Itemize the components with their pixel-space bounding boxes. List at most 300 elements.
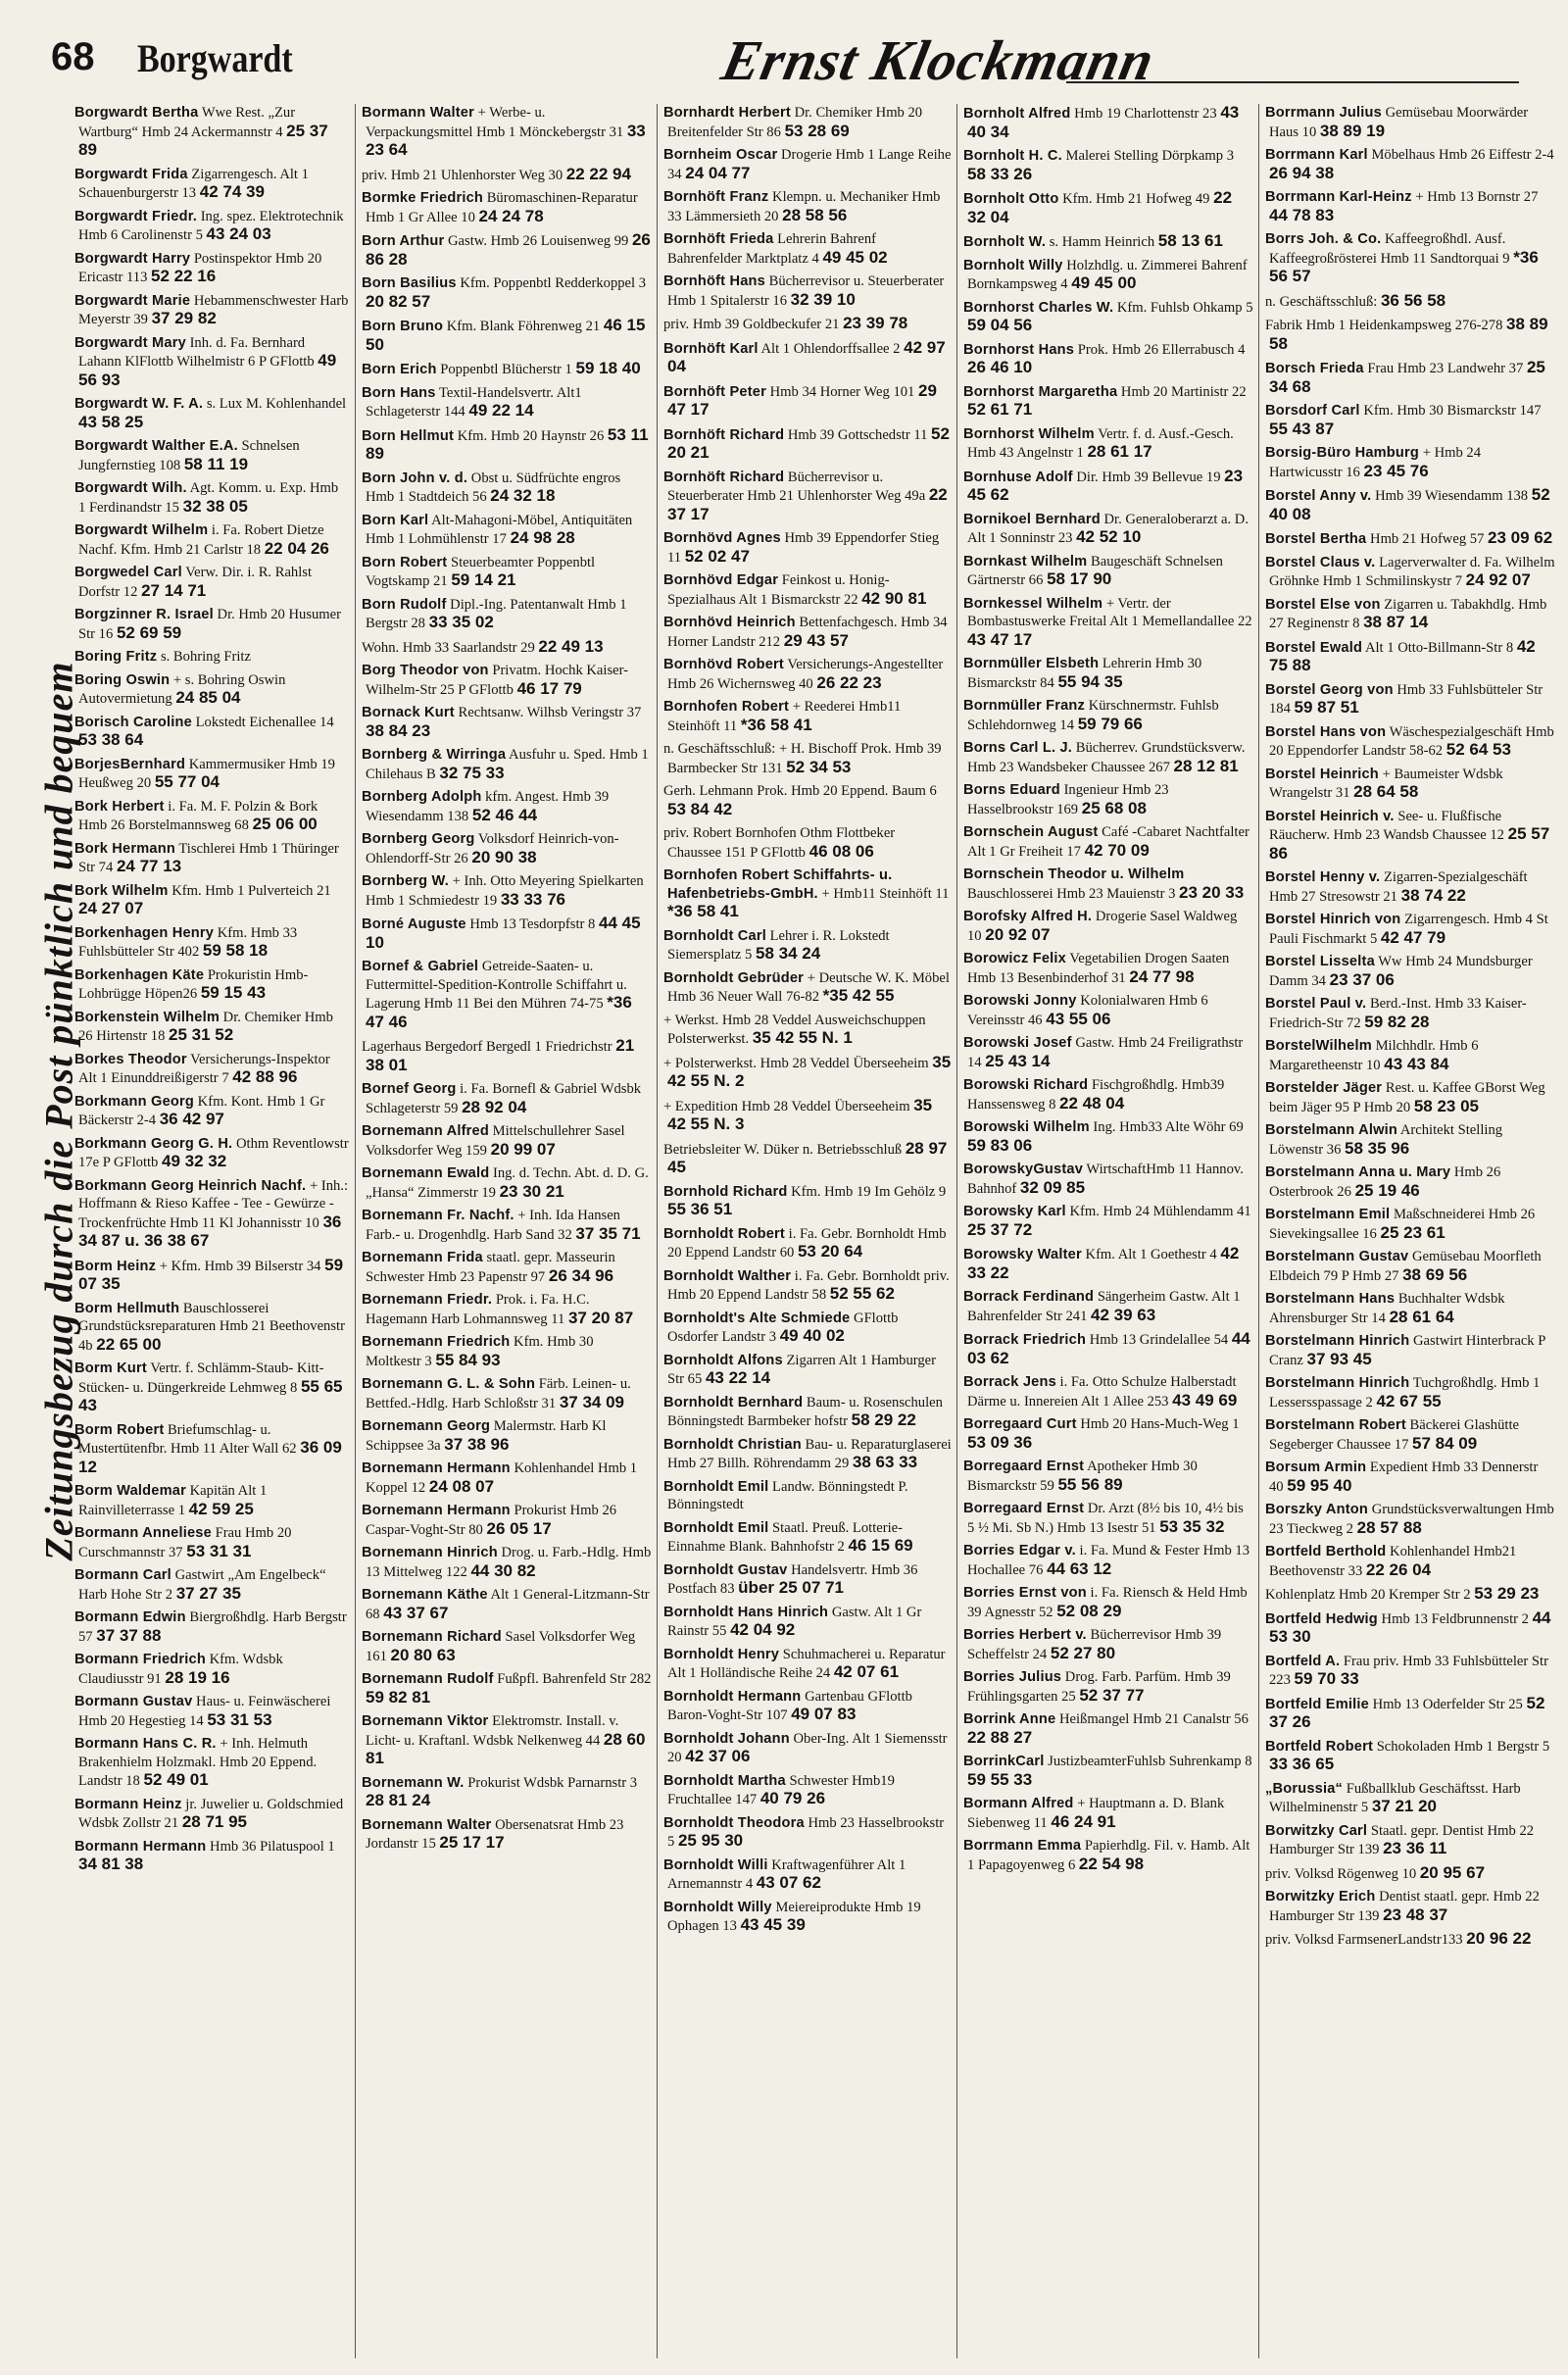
entry-name: Bornhorst Wilhelm — [963, 425, 1095, 442]
column-1 — [69, 104, 353, 2358]
entry-name: Borm Heinz — [74, 1258, 157, 1274]
entry-details: Ober-Ing. Alt 1 Siemensstr 20 — [667, 1730, 948, 1765]
entry-phone: 52 37 26 — [1269, 1693, 1545, 1731]
entry-phone: 28 60 81 — [366, 1729, 646, 1767]
entry-details: Kfm. Kont. Hmb 1 Gr Bäckerstr 2-4 — [78, 1093, 325, 1128]
entry-name: Borregaard Ernst — [963, 1459, 1085, 1474]
entry-phone: 49 45 02 — [822, 247, 888, 267]
entry-name: Born Arthur — [362, 233, 445, 249]
entry-phone: 22 88 27 — [967, 1727, 1033, 1747]
entry-phone: 58 29 22 — [851, 1410, 916, 1429]
entry-phone: 32 38 05 — [182, 496, 248, 516]
entry-details: Kfm. Hmb 1 Pulverteich 21 — [172, 882, 331, 899]
directory-entry — [1259, 359, 1559, 397]
entry-name: Bormann Carl — [74, 1567, 172, 1583]
directory-entry — [957, 1373, 1257, 1410]
entry-details: Maßschneiderei Hmb 26 Sievekingsallee 16 — [1269, 1207, 1536, 1242]
entry-name: Bornholdt Alfons — [663, 1352, 783, 1368]
directory-entry — [356, 830, 656, 867]
entry-name: Borkenhagen Käte — [74, 966, 205, 983]
entry-name: Bornberg Adolph — [362, 789, 482, 805]
entry-details: Wwe Rest. „Zur Wartburg“ Hmb 24 Ackermannstr 4 — [78, 105, 296, 140]
entry-name: Borowski Richard — [963, 1077, 1089, 1093]
entry-details: s. Bohring Fritz — [160, 649, 251, 665]
entry-details: Kraftwagenführer Alt 1 Arnemannstr 4 — [667, 1856, 906, 1892]
entry-phone: *35 42 55 — [822, 986, 895, 1005]
entry-phone: 42 74 39 — [199, 182, 265, 201]
entry-details: Versicherungs-Angestellter Hmb 26 Wichernsweg 40 — [667, 657, 944, 692]
directory-entry — [658, 1054, 956, 1092]
entry-phone: 24 24 78 — [478, 206, 544, 225]
entry-name: Borgwardt Wilhelm — [74, 522, 209, 538]
entry-phone: 20 92 07 — [985, 924, 1051, 944]
entry-details: Gastw. Hmb 26 Louisenweg 99 — [448, 233, 629, 249]
entry-name: Borkenstein Wilhelm — [74, 1009, 220, 1025]
entry-phone: 42 33 22 — [967, 1244, 1240, 1282]
entry-details: Bettenfachgesch. Hmb 34 Horner Landstr 212 — [667, 615, 948, 650]
directory-entry — [957, 1161, 1257, 1198]
entry-details: Gastwirt Hinterbrack P Cranz — [1269, 1333, 1545, 1368]
directory-entry — [69, 1651, 353, 1688]
directory-entry — [1259, 1738, 1559, 1775]
directory-entry — [69, 564, 353, 601]
entry-name: Borné Auguste — [362, 916, 466, 932]
entry-phone: 46 15 69 — [848, 1536, 913, 1555]
entry-details: Rest. u. Kaffee GBorst Weg beim Jäger 95 P Hmb 20 — [1269, 1080, 1545, 1115]
entry-name: Bornhöft Richard — [663, 426, 785, 443]
entry-phone: 25 31 52 — [169, 1025, 234, 1044]
directory-entry — [658, 1478, 956, 1514]
entry-name: Borrack Friedrich — [963, 1332, 1087, 1348]
entry-phone: 23 36 11 — [1383, 1839, 1447, 1857]
entry-details: Café -Cabaret Nachtfalter Alt 1 Gr Freiheit 17 — [967, 824, 1250, 860]
entry-phone: 43 24 03 — [206, 224, 271, 243]
directory-entry — [658, 104, 956, 141]
entry-phone: 37 21 20 — [1371, 1797, 1437, 1815]
entry-details: priv. Volksd Rögenweg 10 — [1265, 1865, 1417, 1882]
entry-phone: 52 64 53 — [1446, 740, 1511, 759]
entry-phone: 25 68 08 — [1081, 798, 1147, 817]
entry-name: Bornhövd Agnes — [663, 530, 781, 546]
entry-details: Fischgroßhdlg. Hmb39 Hanssensweg 8 — [967, 1077, 1225, 1113]
directory-entry — [356, 554, 656, 591]
directory-entry — [69, 1051, 353, 1088]
entry-details: i. Fa. Gebr. Bornholdt priv. Hmb 20 Eppend Landstr 58 — [667, 1267, 950, 1303]
directory-entry — [69, 292, 353, 329]
entry-details: Hmb 39 Gottschedstr 11 — [787, 426, 928, 443]
directory-entry — [658, 1519, 956, 1557]
entry-details: Hmb 20 Hans-Much-Weg 1 — [1080, 1416, 1240, 1432]
entry-name: Bornkessel Wilhelm — [963, 595, 1103, 612]
directory-entry — [69, 714, 353, 751]
entry-details: + Expedition Hmb 28 Veddel Überseeheim — [663, 1098, 910, 1114]
entry-details: Lokstedt Eichenallee 14 — [195, 714, 334, 730]
directory-entry — [957, 383, 1257, 421]
directory-entry — [957, 299, 1257, 336]
directory-entry — [957, 1415, 1257, 1453]
entry-details: + Inh. Ida Hansen Farb.- u. Drogenhdlg. Harb Sand 32 — [366, 1208, 620, 1243]
entry-phone: 26 86 28 — [366, 230, 651, 269]
entry-details: Bücherrevisor u. Steuerberater Hmb 21 Uhlenhorster Weg 49a — [667, 469, 926, 504]
entry-phone: 37 37 88 — [96, 1625, 162, 1645]
entry-phone: 52 61 71 — [967, 400, 1033, 419]
directory-entry — [356, 1333, 656, 1370]
entry-phone: 37 34 09 — [559, 1392, 624, 1411]
entry-name: Bortfeld Hedwig — [1265, 1610, 1378, 1627]
entry-name: Bornhöft Hans — [663, 273, 765, 289]
entry-phone: 59 87 51 — [1294, 698, 1359, 717]
entry-phone: 52 49 01 — [143, 1770, 209, 1789]
entry-name: Borrmann Karl-Heinz — [1265, 189, 1412, 205]
entry-phone: 55 65 43 — [78, 1376, 343, 1414]
entry-phone: 33 33 76 — [500, 889, 566, 909]
entry-name: Bormann Hans C. R. — [74, 1736, 217, 1752]
entry-phone: 52 08 29 — [1056, 1601, 1122, 1620]
directory-entry — [658, 1225, 956, 1262]
entry-details: Ing. spez. Elektrotechnik Hmb 6 Carolinenstr 5 — [78, 208, 344, 243]
entry-phone: 23 45 62 — [967, 466, 1244, 504]
entry-phone: 25 34 68 — [1269, 358, 1545, 396]
entry-details: Prokurist Wdsbk Parnarnstr 3 — [467, 1774, 638, 1791]
entry-phone: 46 24 91 — [1051, 1811, 1116, 1831]
directory-entry — [69, 479, 353, 517]
directory-entry — [69, 1796, 353, 1833]
entry-details: Schwester Hmb19 Fruchtallee 147 — [667, 1772, 895, 1807]
directory-entry — [1259, 104, 1559, 141]
directory-entry — [957, 1753, 1257, 1790]
entry-phone: 24 92 07 — [1465, 570, 1531, 589]
entry-phone: 35 42 55 N. 1 — [752, 1028, 853, 1047]
entry-details: Wäschespezialgeschäft Hmb 20 Eppendorfer Landstr 58-62 — [1269, 723, 1554, 759]
directory-entry — [658, 1604, 956, 1641]
entry-name: Borkes Theodor — [74, 1051, 187, 1067]
entry-name: Bornholdt Gebrüder — [663, 969, 805, 986]
entry-details: Privatm. Hochk Kaiser-Wilhelm-Str 25 P GFlottb — [366, 663, 629, 698]
entry-name: Bornemann Viktor — [362, 1713, 489, 1729]
entry-phone: 37 35 71 — [575, 1223, 641, 1243]
entry-details: Ing. Hmb33 Alte Wöhr 69 — [1093, 1119, 1244, 1135]
entry-phone: 32 09 85 — [1019, 1177, 1086, 1197]
entry-name: Borstel Heinrich — [1265, 766, 1379, 782]
directory-entry — [69, 521, 353, 559]
directory-entry — [69, 1735, 353, 1791]
entry-name: Bornhardt Herbert — [663, 105, 791, 121]
directory-entry — [957, 147, 1257, 184]
entry-name: Bortfeld A. — [1265, 1653, 1341, 1669]
entry-phone: 49 45 00 — [1071, 273, 1137, 292]
entry-details: Drogerie Hmb 1 Lange Reihe 34 — [667, 147, 952, 182]
directory-entry — [1259, 1780, 1559, 1817]
entry-phone: 42 52 10 — [1076, 527, 1142, 546]
entry-details: Gartenbau GFlottb Baron-Voght-Str 107 — [667, 1688, 912, 1723]
entry-phone: 59 15 43 — [200, 983, 267, 1002]
entry-phone: 20 96 22 — [1466, 1929, 1532, 1948]
entry-phone: 58 33 26 — [967, 164, 1033, 183]
entry-phone: 42 37 06 — [685, 1747, 751, 1765]
header-rule — [1066, 81, 1519, 83]
entry-details: Milchhdlr. Hmb 6 Margaretheenstr 10 — [1269, 1038, 1479, 1073]
entry-name: Bornhofen Robert Schiffahrts- u. Hafenbetriebs-GmbH. — [663, 867, 893, 902]
entry-details: priv. Hmb 39 Goldbeckufer 21 — [663, 317, 840, 332]
entry-details: Kohlenhandel Hmb 1 Koppel 12 — [366, 1460, 638, 1496]
entry-phone: 38 84 23 — [366, 720, 431, 740]
directory-entry — [957, 425, 1257, 463]
directory-entry — [957, 1245, 1257, 1283]
entry-name: Borg Theodor von — [362, 663, 489, 678]
entry-details: Bauschlosserei Grundstücksreparaturen Hmb 21 Beethovenstr 4b — [78, 1300, 345, 1354]
directory-entry — [658, 188, 956, 225]
entry-name: Bornholt Alfred — [963, 106, 1071, 122]
directory-entry — [658, 1561, 956, 1599]
directory-entry — [69, 1838, 353, 1875]
directory-entry — [1259, 1543, 1559, 1580]
directory-entry — [957, 866, 1257, 903]
entry-details: Hmb 39 Wiesendamm 138 — [1375, 488, 1529, 504]
entry-name: Bornberg Georg — [362, 831, 475, 847]
entry-phone: 20 82 57 — [366, 291, 431, 311]
entry-name: Borstelmann Hinrich — [1265, 1375, 1410, 1391]
entry-name: Borgwedel Carl — [74, 565, 182, 580]
entry-details: Hmb 26 Osterbrook 26 — [1269, 1164, 1501, 1200]
entry-name: Bornemann Hermann — [362, 1460, 511, 1476]
entry-details: Ing. d. Techn. Abt. d. D. G. „Hansa“ Zimmerstr 19 — [366, 1165, 649, 1201]
entry-details: Kfm. Hmb 20 Haynstr 26 — [457, 427, 605, 444]
directory-entry — [356, 596, 656, 633]
entry-phone: 59 79 66 — [1077, 714, 1143, 733]
column-4 — [956, 104, 1257, 2358]
entry-phone: 22 48 04 — [1059, 1093, 1125, 1113]
entry-details: Kolonialwaren Hmb 6 Vereinsstr 46 — [967, 993, 1208, 1028]
entry-details: Kapitän Alt 1 Rainvilleterrasse 1 — [78, 1483, 268, 1518]
entry-phone: 42 67 55 — [1376, 1391, 1442, 1410]
directory-entry — [69, 1093, 353, 1130]
entry-name: Bornholdt Robert — [663, 1225, 785, 1242]
entry-phone: 59 55 33 — [967, 1769, 1033, 1789]
directory-entry — [957, 739, 1257, 776]
entry-name: Bornholdt Johann — [663, 1730, 790, 1747]
entry-details: Fabrik Hmb 1 Heidenkampsweg 276-278 — [1265, 318, 1503, 333]
entry-phone: 37 27 35 — [175, 1583, 241, 1603]
directory-entry — [356, 1586, 656, 1623]
entry-name: Borowski Jonny — [963, 993, 1077, 1009]
entry-phone: 59 95 40 — [1287, 1475, 1352, 1495]
entry-phone: 33 36 65 — [1269, 1755, 1335, 1773]
entry-details: Bau- u. Reparaturglaserei Hmb 27 Billh. Röhrendamm 29 — [667, 1436, 952, 1471]
directory-entry — [658, 1183, 956, 1220]
entry-phone: 42 47 79 — [1380, 927, 1446, 947]
entry-name: Bornhöft Peter — [663, 383, 766, 400]
directory-entry — [1259, 554, 1559, 591]
directory-entry — [1259, 146, 1559, 183]
entry-phone: 25 57 86 — [1269, 824, 1550, 863]
directory-entry — [69, 1300, 353, 1356]
entry-phone: 59 83 06 — [967, 1135, 1033, 1155]
entry-details: + Hauptmann a. D. Blank Siebenweg 11 — [967, 1796, 1225, 1831]
entry-details: Berd.-Inst. Hmb 33 Kaiser-Friedrich-Str 72 — [1269, 996, 1527, 1031]
entry-name: Bornemann Frida — [362, 1250, 483, 1265]
entry-details: i. Fa. Mund & Fester Hmb 13 Hochallee 76 — [967, 1543, 1250, 1578]
entry-phone: 25 37 89 — [78, 121, 328, 159]
entry-name: Bornholdt Willy — [663, 1899, 772, 1915]
entry-name: Borries Ernst von — [963, 1585, 1087, 1601]
entry-name: Borstel Hinrich von — [1265, 912, 1401, 927]
directory-entry — [658, 1352, 956, 1389]
entry-name: Bornhövd Robert — [663, 657, 784, 672]
entry-name: Bornemann Walter — [362, 1816, 492, 1833]
directory-entry — [356, 1291, 656, 1328]
entry-name: Bornholdt Willi — [663, 1856, 768, 1873]
entry-name: Bornholdt Carl — [663, 927, 766, 944]
entry-phone: 23 09 62 — [1488, 528, 1553, 547]
directory-entry — [1259, 316, 1559, 354]
entry-details: Baugeschäft Schnelsen Gärtnerstr 66 — [967, 553, 1223, 588]
entry-name: Borstel Heinrich v. — [1265, 808, 1395, 824]
entry-phone: 59 18 40 — [575, 359, 641, 377]
entry-name: Borsch Frieda — [1265, 361, 1364, 376]
entry-details: Prok. i. Fa. H.C. Hagemann Harb Lohmannsweg 11 — [366, 1292, 590, 1327]
directory-entry — [1259, 1248, 1559, 1285]
entry-phone: 53 35 32 — [1159, 1516, 1225, 1536]
entry-phone: 52 27 80 — [1050, 1643, 1116, 1662]
directory-entry — [69, 924, 353, 962]
entry-name: Bornholdt Gustav — [663, 1561, 788, 1578]
entry-name: Bornhofen Robert — [663, 699, 790, 715]
entry-details: Alt 1 Ohlendorffsallee 2 — [760, 340, 901, 357]
column-5 — [1258, 104, 1559, 2358]
directory-entry — [356, 1628, 656, 1665]
entry-details: Frau priv. Hmb 33 Fuhlsbütteler Str 223 — [1269, 1653, 1548, 1688]
entry-name: „Borussia“ — [1265, 1780, 1344, 1797]
entry-details: priv. Volksd FarmsenerLandstr133 — [1265, 1932, 1463, 1948]
directory-entry — [69, 1360, 353, 1416]
entry-phone: 28 12 81 — [1173, 756, 1239, 775]
section-word: Borgwardt — [137, 36, 293, 80]
directory-entry — [356, 872, 656, 910]
entry-phone: 33 35 02 — [428, 613, 494, 631]
directory-entry — [69, 1566, 353, 1604]
entry-name: Bornmüller Elsbeth — [963, 656, 1100, 671]
directory-entry — [658, 1899, 956, 1936]
directory-entry — [1259, 766, 1559, 803]
directory-entry — [658, 230, 956, 268]
directory-entry — [69, 166, 353, 203]
entry-name: Bornef & Gabriel — [362, 959, 479, 974]
entry-phone: 24 85 04 — [175, 688, 241, 707]
entry-name: Borries Julius — [963, 1669, 1062, 1685]
directory-entry — [356, 1037, 656, 1075]
entry-phone: 53 38 64 — [78, 730, 144, 749]
directory-entry — [69, 840, 353, 877]
entry-phone: 28 57 88 — [1356, 1517, 1422, 1537]
entry-details: Lehrerin Bahrenf Bahrenfelder Marktplatz 4 — [667, 231, 876, 267]
entry-name: Borgzinner R. Israel — [74, 607, 214, 622]
directory-entry — [1259, 1930, 1559, 1950]
directory-entry — [658, 1267, 956, 1305]
entry-phone: *36 47 46 — [366, 993, 632, 1031]
column-3 — [657, 104, 956, 2358]
entry-phone: 58 11 19 — [183, 454, 249, 473]
directory-entry — [69, 606, 353, 643]
directory-entry — [356, 1249, 656, 1286]
directory-entry — [658, 656, 956, 693]
entry-name: Borstel Ewald — [1265, 639, 1363, 656]
entry-details: Lehrerin Hmb 30 Bismarckstr 84 — [967, 656, 1202, 691]
entry-phone: 44 45 10 — [366, 914, 641, 952]
entry-phone: 32 39 10 — [790, 289, 856, 309]
directory-entry — [1259, 1888, 1559, 1925]
entry-phone: 42 90 81 — [861, 588, 927, 608]
entry-details: Hmb 34 Horner Weg 101 — [769, 383, 915, 400]
entry-phone: 36 34 87 u. 36 38 67 — [78, 1212, 342, 1250]
directory-entry — [356, 512, 656, 549]
entry-phone: 34 81 38 — [78, 1855, 144, 1873]
entry-phone: 37 38 96 — [444, 1434, 510, 1454]
entry-phone: 43 22 14 — [705, 1368, 771, 1387]
entry-details: Prok. Hmb 26 Ellerrabusch 4 — [1077, 341, 1246, 358]
entry-phone: *36 58 41 — [667, 902, 739, 920]
entry-name: Bornhorst Charles W. — [963, 299, 1114, 316]
directory-entry — [957, 104, 1257, 142]
directory-entry — [356, 788, 656, 825]
entry-details: Hmb 13 Tesdorpfstr 8 — [469, 916, 596, 932]
entry-name: Borgwardt Marie — [74, 292, 191, 309]
entry-details: Elektromstr. Install. v. Licht- u. Kraftanl. Wdsbk Nelkenweg 44 — [366, 1713, 619, 1749]
entry-name: Borgwardt W. F. A. — [74, 396, 204, 412]
entry-details: Ausfuhr u. Sped. Hmb 1 Chilehaus B — [366, 747, 649, 782]
entry-phone: 43 37 67 — [383, 1603, 449, 1622]
directory-entry — [658, 1814, 956, 1852]
entry-details: Hmb 19 Charlottenstr 23 — [1074, 106, 1217, 122]
entry-phone: 29 47 17 — [667, 380, 937, 419]
entry-details: Kfm. Poppenbtl Redderkoppel 3 — [460, 275, 647, 291]
entry-name: Borstelmann Hans — [1265, 1291, 1396, 1307]
entry-details: Zigarren-Spezialgeschäft Hmb 27 Stresowstr 21 — [1269, 869, 1528, 905]
entry-phone: 59 58 18 — [202, 941, 269, 960]
entry-name: Bornemann Georg — [362, 1418, 491, 1434]
entry-details: Gerh. Lehmann Prok. Hmb 20 Eppend. Baum 6 — [663, 783, 937, 799]
entry-phone: 38 69 56 — [1402, 1264, 1468, 1284]
entry-name: Bortfeld Robert — [1265, 1738, 1374, 1755]
directory-entry — [658, 339, 956, 377]
entry-phone: 53 31 31 — [186, 1541, 252, 1560]
entry-details: Tischlerei Hmb 1 Thüringer Str 74 — [78, 840, 339, 875]
entry-name: Borries Herbert v. — [963, 1627, 1087, 1643]
entry-details: Verw. Dir. i. R. Rahlst Dorfstr 12 — [78, 565, 313, 600]
entry-phone: 52 55 62 — [829, 1284, 895, 1303]
entry-details: Kfm. Hmb 33 Fuhlsbütteler Str 402 — [78, 924, 298, 960]
entry-details: Dr. Chemiker Hmb 20 Breitenfelder Str 86 — [667, 105, 923, 140]
directory-entry — [356, 915, 656, 953]
entry-phone: 24 04 77 — [685, 163, 751, 182]
entry-details: Kfm. Blank Föhrenweg 21 — [446, 319, 601, 334]
entry-details: Dr. Generaloberarzt a. D. Alt 1 Sonninstr 23 — [967, 511, 1249, 546]
directory-entry — [957, 232, 1257, 252]
entry-details: Dr. Arzt (8½ bis 10, 4½ bis 5 ½ Mi. Sb N.) Hmb 13 Isestr 51 — [967, 1501, 1244, 1536]
entry-phone: 55 94 35 — [1057, 671, 1123, 691]
entry-details: Vertr. f. d. Ausf.-Gesch. Hmb 43 Angelnstr 1 — [967, 425, 1234, 461]
entry-name: Bornemann Hermann — [362, 1503, 511, 1518]
entry-phone: 43 43 84 — [1384, 1054, 1449, 1073]
entry-phone: 25 95 30 — [677, 1831, 744, 1850]
entry-name: Bornholt H. C. — [963, 148, 1062, 164]
directory-entry — [658, 571, 956, 609]
entry-details: Lagerverwalter d. Fa. Wilhelm Gröhnke Hmb 1 Schmilinskystr 7 — [1269, 554, 1555, 589]
directory-entry — [658, 1097, 956, 1135]
directory-entry — [658, 1856, 956, 1894]
entry-name: Bornhold Richard — [663, 1183, 788, 1200]
entry-phone: 22 65 00 — [96, 1334, 162, 1354]
entry-phone: 55 43 87 — [1269, 419, 1335, 438]
